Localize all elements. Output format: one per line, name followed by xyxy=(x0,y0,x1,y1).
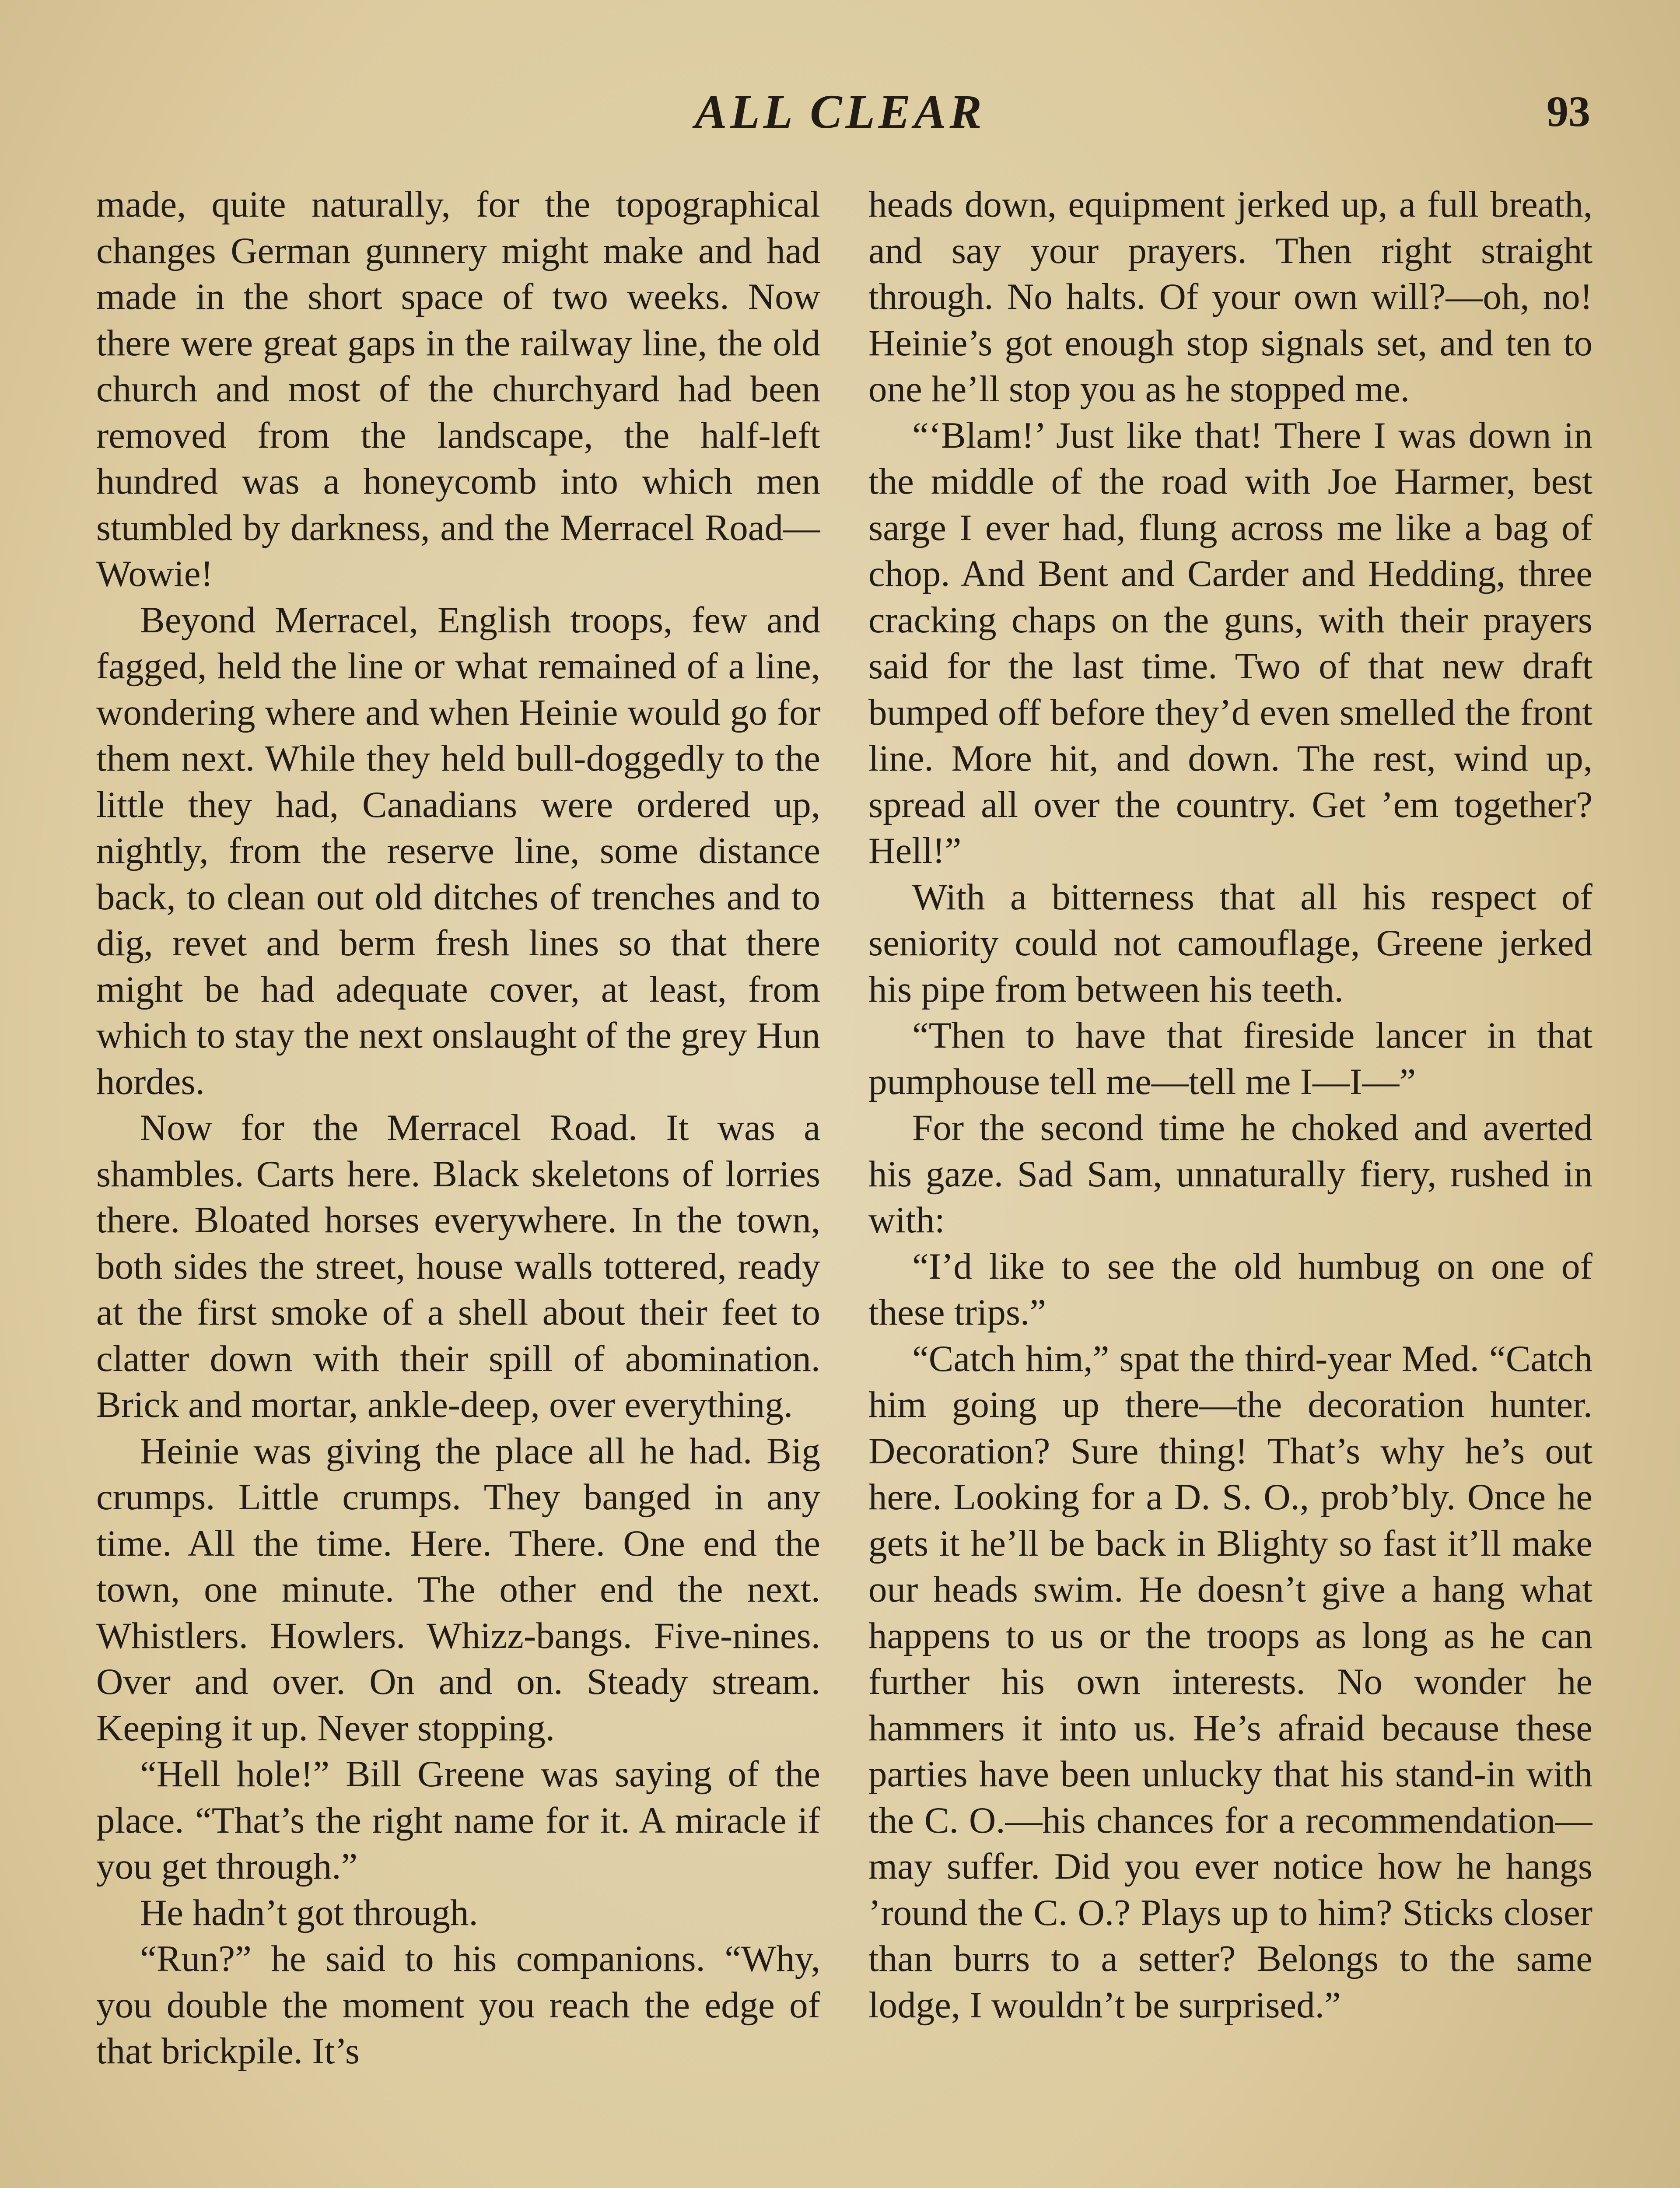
paragraph: “I’d like to see the old humbug on one of these trips.” xyxy=(868,1245,1592,1333)
paragraph: “‘Blam!’ Just like that! There I was down in the middle of the road with Joe Harmer, best sarge I ever had, flung across me like a bag of chop. And Bent and Carder and Hedding, three cracking chaps on the guns, with their prayers said for the last time. Two of that new draft bumped off before they’d even smelled the front line. More hit, and down. The rest, wind up, spread all over the country. Get ’em together? Hell!” xyxy=(868,414,1592,871)
paragraph: “Hell hole!” Bill Greene was saying of the place. “That’s the right name for it. A miracle if you get through.” xyxy=(96,1753,820,1887)
left-text-column xyxy=(96,182,820,2188)
paragraph: For the second time he choked and averted his gaze. Sad Sam, unnaturally fiery, rushed in with: xyxy=(868,1107,1592,1241)
paragraph: “Catch him,” spat the third-year Med. “Catch him going up there—the decoration hunter. Decoration? Sure thing! That’s why he’s out here. Looking for a D. S. O., prob’bly. Once he gets it he’ll be back in Blighty so fast it’ll make our heads swim. He doesn’t give a hang what happens to us or the troops as long as he can further his own interests. No wonder he hammers it into us. He’s afraid because these parties have been unlucky that his stand-in with the C. O.—his chances for a recommendation—may suffer. Did you ever notice how he hangs ’round the C. O.? Plays up to him? Sticks closer than burrs to a setter? Belongs to the same lodge, I wouldn’t be surprised.” xyxy=(868,1338,1592,2026)
paragraph: made, quite naturally, for the topographical changes German gunnery might make and had made in the short space of two weeks. Now there were great gaps in the railway line, the old church and most of the churchyard had been removed from the landscape, the half-left hundred was a honeycomb into which men stumbled by darkness, and the Merracel Road—Wowie! xyxy=(96,184,820,594)
paragraph: Beyond Merracel, English troops, few and fagged, held the line or what remained of a line, wondering where and when Heinie would go for them next. While they held bull-doggedly to the little they had, Canadians were ordered up, nightly, from the reserve line, some distance back, to clean out old ditches of trenches and to dig, revet and berm fresh lines so that there might be had adequate cover, at least, from which to stay the next onslaught of the grey Hun hordes. xyxy=(96,599,820,1102)
running-title: ALL CLEAR xyxy=(695,85,985,138)
paragraph: Now for the Merracel Road. It was a shambles. Carts here. Black skeletons of lorries there. Bloated horses everywhere. In the town, both sides the street, house walls tottered, ready at the first smoke of a shell about their feet to clatter down with their spill of abomination. Brick and mortar, ankle-deep, over everything. xyxy=(96,1107,820,1425)
paragraph: “Run?” he said to his companions. “Why, you double the moment you reach the edge of that brickpile. It’s xyxy=(96,1938,820,2072)
paragraph: heads down, equipment jerked up, a full breath, and say your prayers. Then right straight through. No halts. Of your own will?—oh, no! Heinie’s got enough stop signals set, and ten to one he’ll stop you as he stopped me. xyxy=(868,184,1592,410)
right-text-column xyxy=(868,182,1592,2188)
page-number: 93 xyxy=(1547,87,1590,136)
paragraph: “Then to have that fireside lancer in that pumphouse tell me—tell me I—I—” xyxy=(868,1015,1592,1102)
paragraph: Heinie was giving the place all he had. Big crumps. Little crumps. They banged in any time. All the time. Here. There. One end the town, one minute. The other end the next. Whistlers. Howlers. Whizz-bangs. Five-nines. Over and over. On and on. Steady stream. Keeping it up. Never stopping. xyxy=(96,1430,820,1749)
paragraph: With a bitterness that all his respect of seniority could not camouflage, Greene jerked his pipe from between his teeth. xyxy=(868,876,1592,1010)
paragraph: He hadn’t got through. xyxy=(140,1892,478,1933)
page-header xyxy=(0,81,1680,142)
